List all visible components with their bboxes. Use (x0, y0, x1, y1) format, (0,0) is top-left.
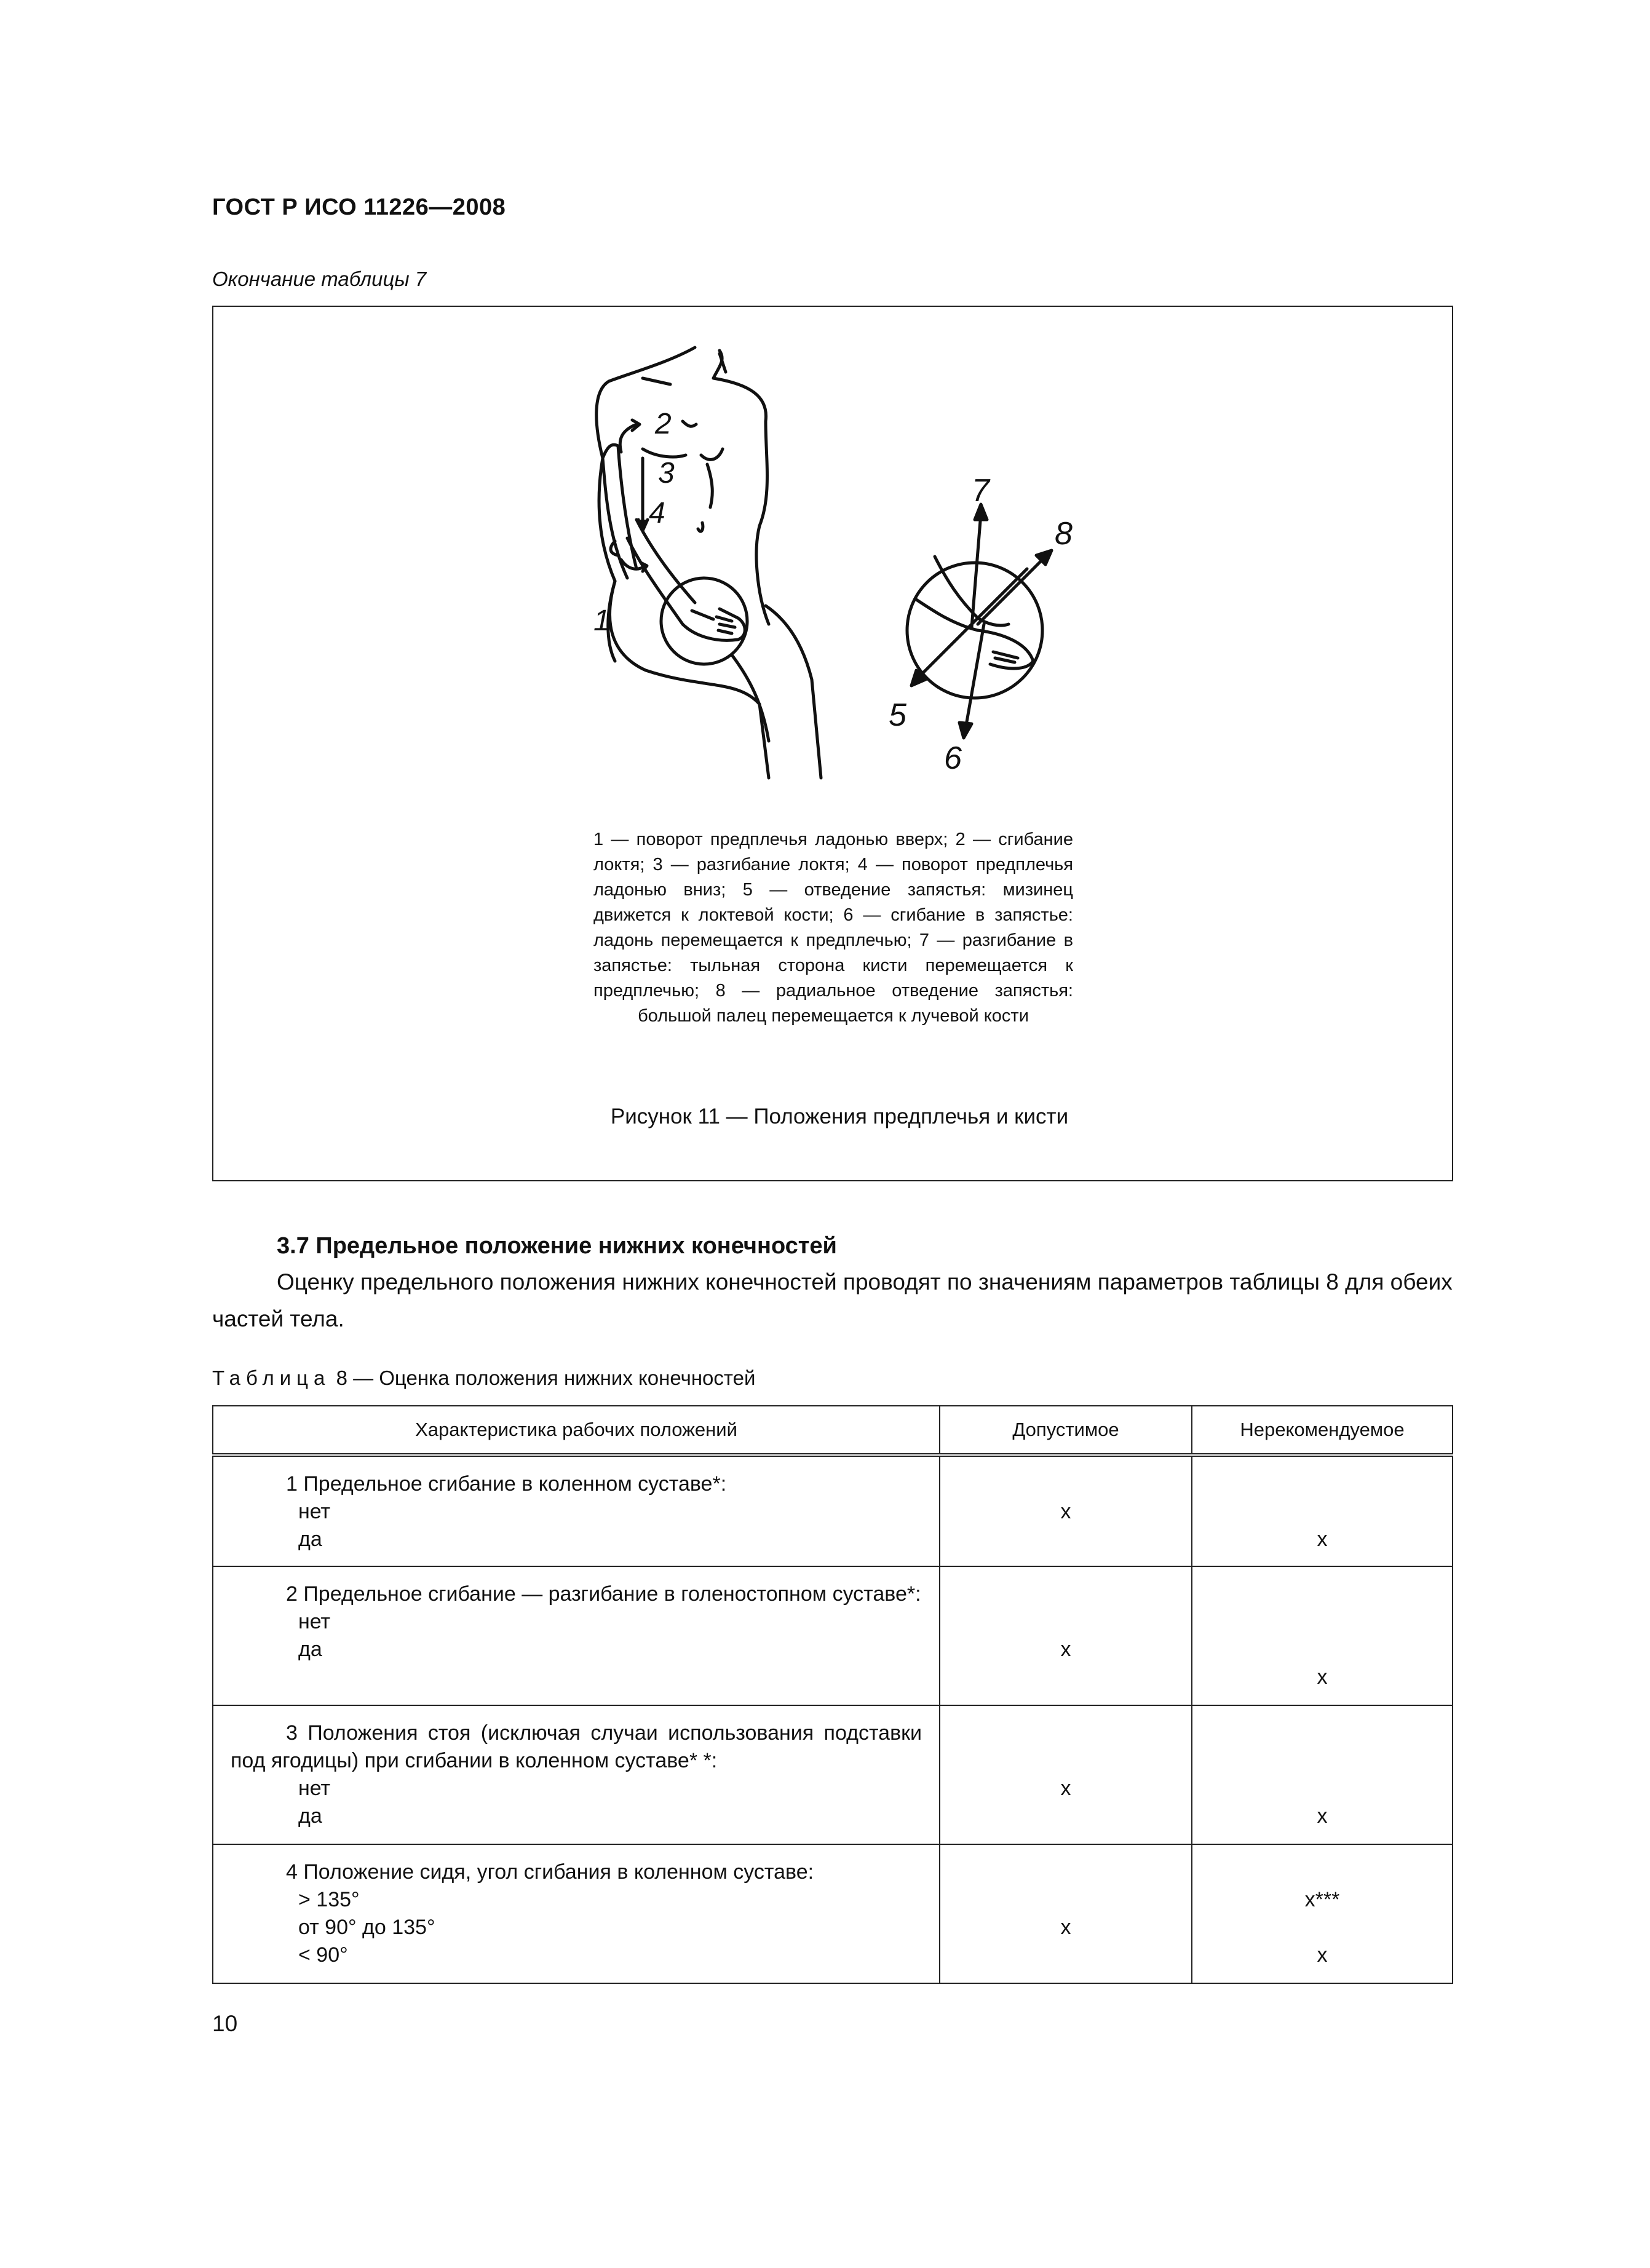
not-recommended-mark (1210, 1498, 1435, 1526)
row-option: > 135° (298, 1888, 360, 1911)
table-row (213, 1455, 1453, 1566)
row-not-recommended (1192, 1455, 1453, 1566)
row-option: от 90° до 135° (298, 1916, 435, 1939)
not-recommended-mark (1210, 1914, 1435, 1941)
table-row (213, 1566, 1453, 1705)
allowed-mark (958, 1941, 1174, 1969)
label-8: 8 (1055, 516, 1073, 552)
row-characteristic (213, 1844, 940, 1983)
label-7: 7 (972, 473, 990, 509)
row-allowed (940, 1566, 1192, 1705)
label-3: 3 (658, 457, 675, 490)
label-2: 2 (655, 408, 672, 440)
not-recommended-mark: x (1317, 1943, 1328, 1967)
table-8 (212, 1405, 1453, 1984)
row-option: нет (298, 1500, 331, 1523)
header-not-recommended: Нерекомендуемое (1192, 1406, 1453, 1455)
figure-legend (593, 827, 1073, 1029)
allowed-mark: x (1060, 1638, 1071, 1661)
figure-caption: Рисунок 11 — Положения предплечья и кисти (610, 1104, 1069, 1128)
document-header: ГОСТ Р ИСО 11226—2008 (212, 194, 506, 220)
row-title: 2 Предельное сгибание — разгибание в голеностопном суставе*: (286, 1582, 921, 1606)
allowed-mark (958, 1526, 1174, 1553)
header-allowed: Допустимое (940, 1406, 1192, 1455)
row-not-recommended (1192, 1705, 1453, 1844)
figure-legend-text: 1 — поворот предплечья ладонью вверх; 2 — сгибание локтя; 3 — разгибание локтя; 4 — поворот предплечья ладонью вниз; 5 — отведение запястья: мизинец движется к локтевой кости; 6 — сгибание в запястье: ладонь перемещается к предплечью; 7 — разгибание в запястье: тыльная сторона кисти перемещается к предплечью; 8 — радиальное отведение запястья: большой палец перемещается к лучевой кости (593, 830, 1073, 1026)
page-number: 10 (212, 2011, 238, 2036)
table-continuation-label: Окончание таблицы 7 (212, 268, 427, 290)
table-header-row (213, 1406, 1453, 1455)
allowed-mark (958, 1886, 1174, 1914)
allowed-mark: x (1060, 1916, 1071, 1939)
not-recommended-mark: x*** (1304, 1888, 1340, 1911)
allowed-mark (958, 1663, 1174, 1691)
row-option: да (298, 1638, 322, 1661)
label-5: 5 (889, 697, 906, 733)
allowed-mark: x (1060, 1777, 1071, 1800)
table-caption-text: 8 — Оценка положения нижних конечностей (336, 1366, 756, 1389)
table-caption (212, 1366, 755, 1390)
row-option: < 90° (298, 1943, 348, 1967)
allowed-mark (958, 1802, 1174, 1830)
row-allowed (940, 1705, 1192, 1844)
label-4: 4 (649, 497, 665, 529)
row-allowed (940, 1844, 1192, 1983)
allowed-mark: x (1060, 1500, 1071, 1523)
row-option: нет (298, 1610, 331, 1633)
table-row (213, 1705, 1453, 1844)
forearm-hand-illustration (535, 335, 1089, 793)
row-not-recommended (1192, 1566, 1453, 1705)
row-option: да (298, 1804, 322, 1828)
not-recommended-mark (1210, 1636, 1435, 1663)
label-1: 1 (593, 605, 610, 637)
table-row (213, 1844, 1453, 1983)
row-title: 4 Положение сидя, угол сгибания в коленном суставе: (286, 1860, 814, 1884)
row-not-recommended (1192, 1844, 1453, 1983)
not-recommended-mark (1210, 1775, 1435, 1802)
not-recommended-mark: x (1317, 1804, 1328, 1828)
row-characteristic (213, 1566, 940, 1705)
not-recommended-mark: x (1317, 1665, 1328, 1689)
table-caption-label: Таблица (212, 1366, 331, 1389)
header-characteristic: Характеристика рабочих положений (213, 1406, 940, 1455)
row-allowed (940, 1455, 1192, 1566)
not-recommended-mark: x (1317, 1528, 1328, 1551)
section-paragraph: Оценку предельного положения нижних конечностей проводят по значениям параметров таблицы 8 для обеих частей тела. (212, 1269, 1453, 1331)
row-title: 3 Положения стоя (исключая случаи использования подставки под ягодицы) при сгибании в коленном суставе* *: (231, 1721, 922, 1772)
row-title: 1 Предельное сгибание в коленном суставе*: (286, 1472, 727, 1496)
row-characteristic (213, 1705, 940, 1844)
row-option: да (298, 1528, 322, 1551)
section-title: 3.7 Предельное положение нижних конечностей (277, 1233, 837, 1259)
label-6: 6 (944, 740, 962, 776)
row-characteristic (213, 1455, 940, 1566)
row-option: нет (298, 1777, 331, 1800)
